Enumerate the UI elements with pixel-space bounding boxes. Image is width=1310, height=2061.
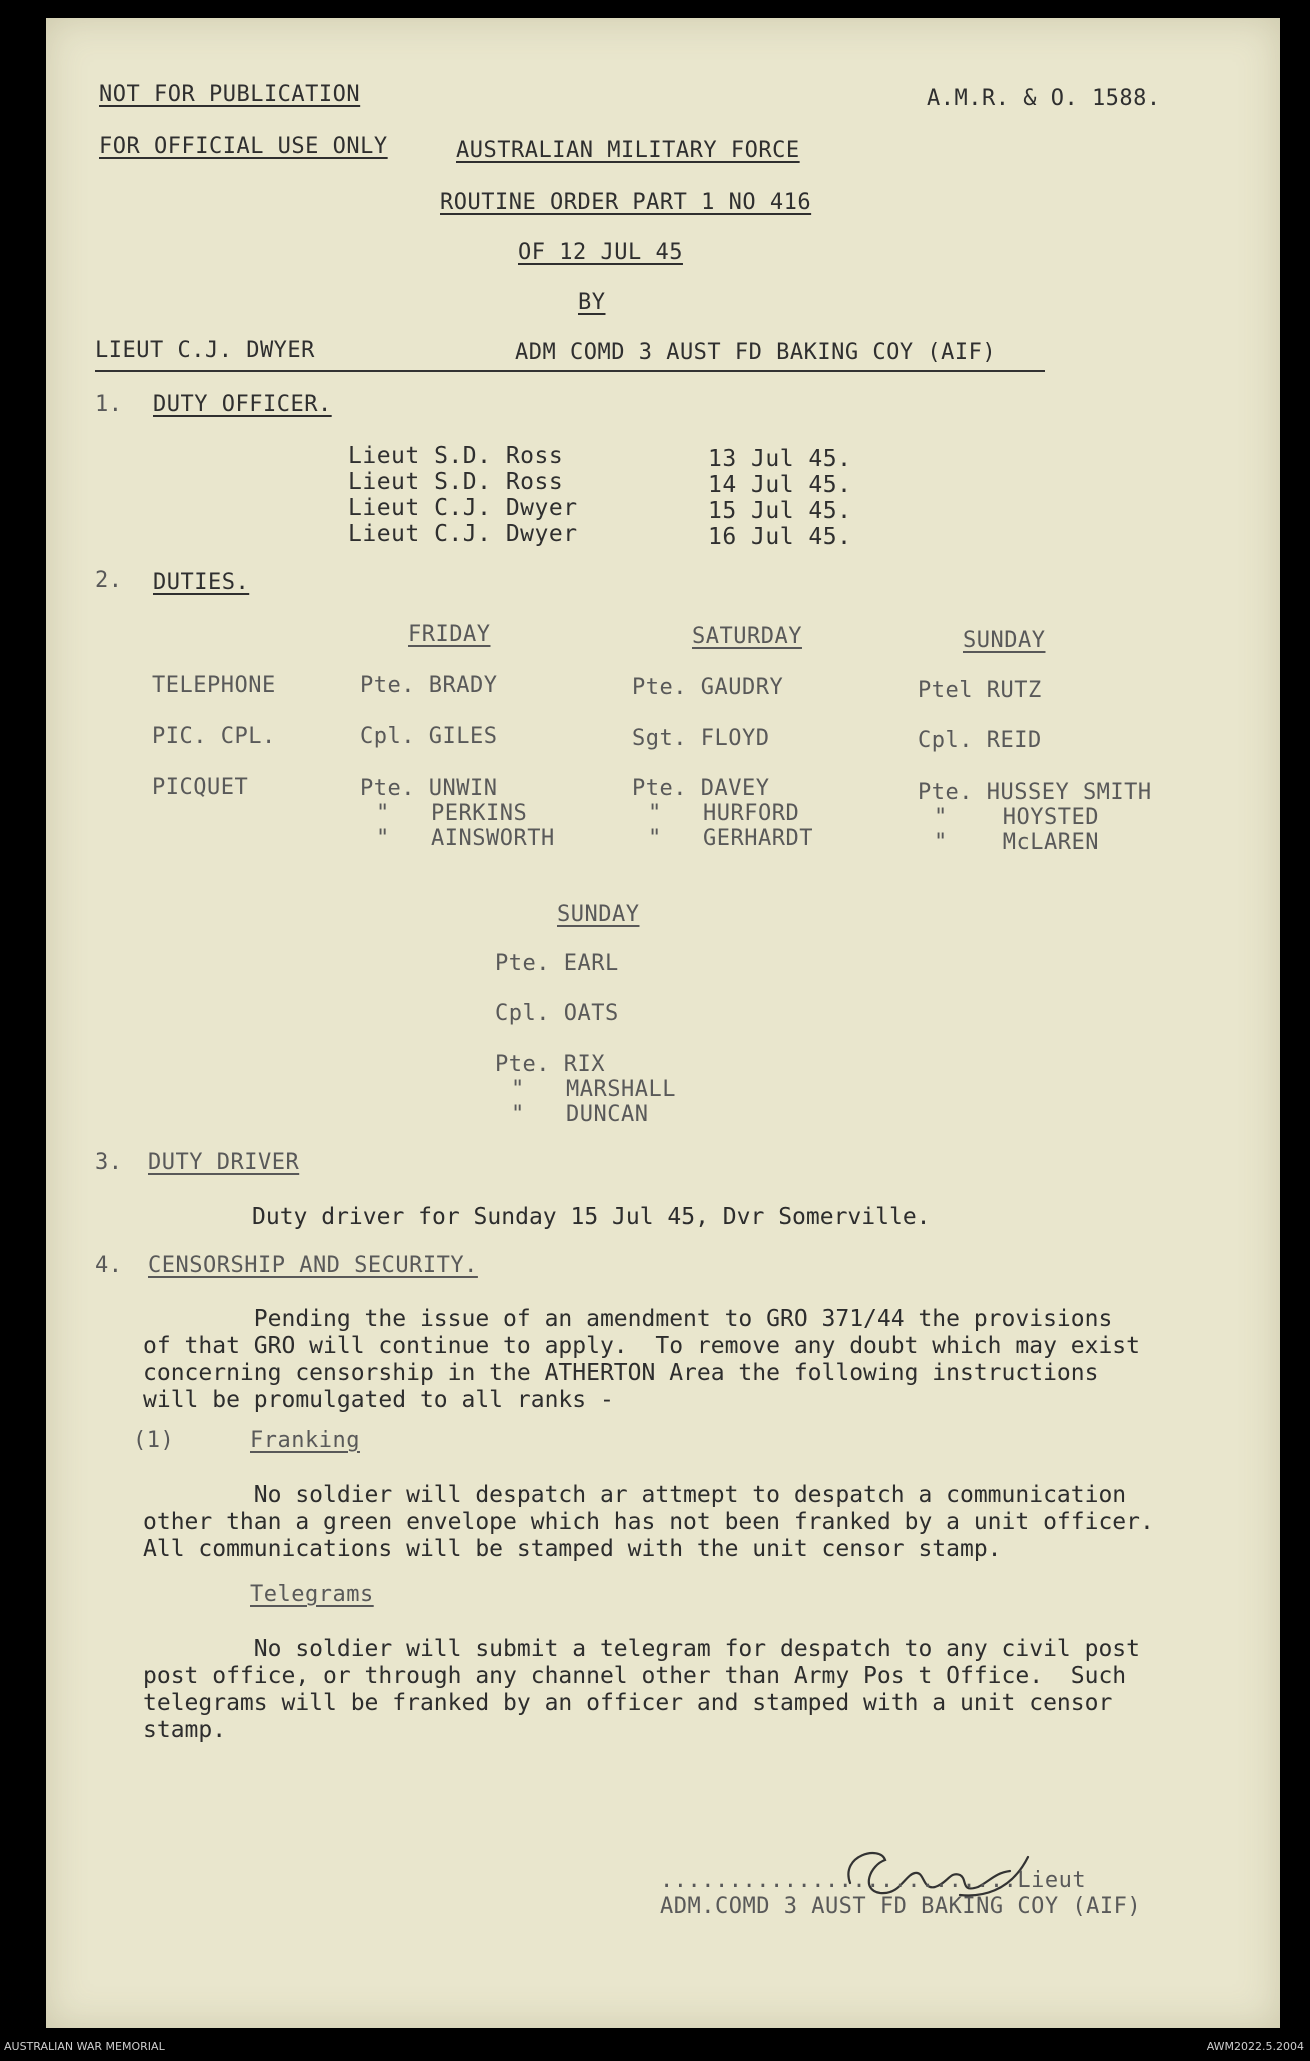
- duty-label-picquet: PICQUET: [152, 775, 249, 800]
- section-title-duty-officer: DUTY OFFICER.: [153, 392, 332, 417]
- section-number: 1.: [95, 392, 123, 417]
- signature-line: ..........................Lieut: [660, 1868, 1087, 1893]
- footer-accession: AWM2022.5.2004: [1206, 2040, 1304, 2053]
- duty-assignee: Pte. BRADY: [360, 673, 498, 698]
- subsection-number: (1): [133, 1428, 175, 1453]
- duty-assignee: Pte. RIX: [495, 1052, 605, 1077]
- duty-assignee: Pte. EARL: [495, 951, 619, 976]
- official-use-notice: FOR OFFICIAL USE ONLY: [99, 134, 388, 159]
- duty-assignee: " PERKINS: [376, 801, 528, 826]
- duty-assignee: " HOYSTED: [934, 805, 1099, 830]
- section-number: 2.: [95, 568, 123, 593]
- document-reference: A.M.R. & O. 1588.: [927, 86, 1161, 111]
- duty-assignee: Pte. UNWIN: [360, 776, 498, 801]
- issuing-command: ADM COMD 3 AUST FD BAKING COY (AIF): [515, 340, 997, 365]
- duty-assignee: " DUNCAN: [511, 1102, 649, 1127]
- day-header-sunday: SUNDAY: [963, 628, 1046, 653]
- franking-paragraph: No soldier will despatch ar attmept to despatch a communication other than a green envelope which has not been franked by a unit officer. All communications will be stamped with the unit censor stamp.: [143, 1482, 1154, 1562]
- section-number: 3.: [95, 1150, 123, 1175]
- day-header-saturday: SATURDAY: [692, 624, 802, 649]
- day-header-friday: FRIDAY: [408, 622, 491, 647]
- duty-assignee: " HURFORD: [648, 801, 800, 826]
- duty-assignee: Pte. HUSSEY SMITH: [918, 780, 1152, 805]
- force-name: AUSTRALIAN MILITARY FORCE: [456, 138, 800, 163]
- censorship-paragraph: Pending the issue of an amendment to GRO 371/44 the provisions of that GRO will continue to apply. To remove any doubt which may exist concerning censorship in the ATHERTON Area the following instructions will be promulgated to all ranks -: [143, 1306, 1140, 1413]
- day-header-sunday-relief: SUNDAY: [557, 902, 640, 927]
- duty-officer-name: Lieut S.D. Ross: [348, 443, 564, 469]
- duty-label-telephone: TELEPHONE: [152, 673, 276, 698]
- duty-assignee: Sgt. FLOYD: [632, 726, 770, 751]
- order-title: ROUTINE ORDER PART 1 NO 416: [440, 190, 812, 215]
- duty-assignee: " McLAREN: [934, 830, 1099, 855]
- order-date: OF 12 JUL 45: [518, 240, 683, 265]
- subsection-title-telegrams: Telegrams: [250, 1582, 374, 1607]
- duty-officer-date: 14 Jul 45.: [708, 472, 852, 498]
- duty-assignee: Cpl. OATS: [495, 1001, 619, 1026]
- duty-assignee: " MARSHALL: [511, 1077, 676, 1102]
- duty-assignee: Cpl. REID: [918, 728, 1042, 753]
- duty-driver-text: Duty driver for Sunday 15 Jul 45, Dvr Somerville.: [252, 1204, 931, 1230]
- duty-officer-name: Lieut C.J. Dwyer: [348, 521, 578, 547]
- duty-assignee: Cpl. GILES: [360, 724, 498, 749]
- duty-officer-name: Lieut S.D. Ross: [348, 469, 564, 495]
- duty-assignee: Ptel RUTZ: [918, 678, 1042, 703]
- issuing-officer: LIEUT C.J. DWYER: [95, 338, 315, 363]
- duty-label-pic-cpl: PIC. CPL.: [152, 724, 276, 749]
- section-title-duties: DUTIES.: [153, 570, 250, 595]
- subsection-title-franking: Franking: [250, 1428, 360, 1453]
- signature-command: ADM.COMD 3 AUST FD BAKING COY (AIF): [660, 1894, 1142, 1919]
- duty-officer-date: 13 Jul 45.: [708, 446, 852, 472]
- duty-assignee: Pte. DAVEY: [632, 776, 770, 801]
- section-title-duty-driver: DUTY DRIVER: [148, 1150, 300, 1175]
- duty-officer-name: Lieut C.J. Dwyer: [348, 495, 578, 521]
- duty-assignee: " GERHARDT: [648, 826, 813, 851]
- duty-officer-date: 15 Jul 45.: [708, 498, 852, 524]
- order-by: BY: [578, 290, 606, 315]
- telegrams-paragraph: No soldier will submit a telegram for despatch to any civil post post office, or through any channel other than Army Pos t Office. Such telegrams will be franked by an officer and stamped with a unit censor stamp.: [143, 1636, 1140, 1743]
- section-title-censorship: CENSORSHIP AND SECURITY.: [148, 1253, 478, 1278]
- duty-officer-date: 16 Jul 45.: [708, 524, 852, 550]
- duty-assignee: " AINSWORTH: [376, 826, 555, 851]
- section-number: 4.: [95, 1253, 123, 1278]
- footer-credit: AUSTRALIAN WAR MEMORIAL: [4, 2040, 165, 2053]
- duty-assignee: Pte. GAUDRY: [632, 675, 784, 700]
- header-rule: [95, 370, 1045, 372]
- not-for-publication: NOT FOR PUBLICATION: [99, 82, 361, 107]
